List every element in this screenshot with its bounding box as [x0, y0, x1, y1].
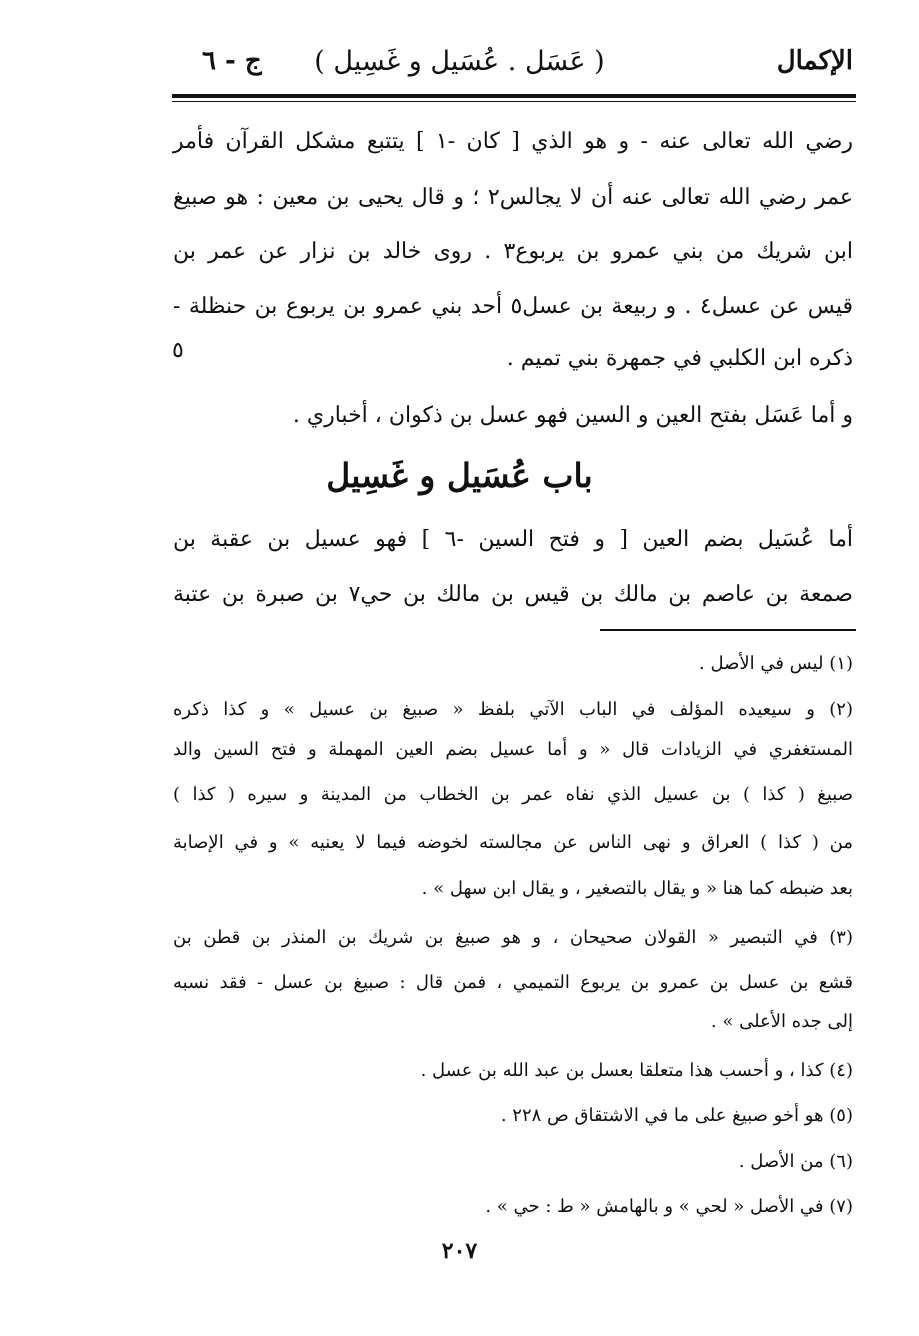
footnote-line: (٥) هو أخو صبيغ على ما في الاشتقاق ص ٢٢٨ . [500, 1105, 853, 1126]
footnote-line: (٢) و سيعيده المؤلف في الباب الآتي بلفظ « صبيغ بن عسيل » و كذا ذكره [173, 699, 853, 720]
chapter-heading: ( عَسَل . عُسَيل و غَسِيل ) [314, 46, 605, 77]
footnote-line: المستغفري في الزيادات قال « و أما عسيل بضم العين المهملة و فتح السين والد [173, 739, 854, 760]
page-number: ٢٠٧ [441, 1238, 478, 1264]
header-rule-thin [172, 101, 856, 102]
body-text-line: و أما عَسَل بفتح العين و السين فهو عسل بن ذكوان ، أخباري . [292, 403, 853, 428]
body-text-line: قيس عن عسل٤ . و ربيعة بن عسل٥ أحد بني عمرو بن يربوع بن حنظلة - [173, 294, 853, 319]
running-title: الإكمال [776, 46, 853, 76]
footnote-separator [600, 629, 856, 631]
footnote-line: (١) ليس في الأصل . [699, 653, 853, 674]
line-number-marker: ٥ [172, 338, 184, 363]
footnote-line: بعد ضبطه كما هنا « و يقال بالتصغير ، و يقال ابن سهل » . [421, 878, 853, 899]
footnote-line: (٦) من الأصل . [738, 1151, 853, 1172]
header-rule [172, 94, 856, 98]
footnote-line: من ( كذا ) العراق و نهى الناس عن مجالسته لخوضه فيما لا يعنيه » و في الإصابة [173, 832, 853, 853]
footnote-line: صبيغ ( كذا ) بن عسيل الذي نفاه عمر بن الخطاب من المدينة و سيره ( كذا ) [173, 784, 853, 805]
body-text-line: ذكره ابن الكلبي في جمهرة بني تميم . [506, 346, 853, 371]
footnote-line: (٤) كذا ، و أحسب هذا متعلقا بعسل بن عبد الله بن عسل . [420, 1060, 853, 1081]
body-text-line: صمعة بن عاصم بن مالك بن قيس بن مالك بن حي٧ بن صبرة بن عتبة [173, 582, 853, 607]
section-title: باب عُسَيل و غَسِيل [326, 456, 593, 495]
volume-number: ج - ٦ [202, 46, 262, 76]
body-text-line: رضي الله تعالى عنه - و هو الذي [ كان -١ ] يتتبع مشكل القرآن فأمر [173, 129, 854, 154]
footnote-line: قشع بن عسل بن عمرو بن يربوع التميمي ، فمن قال : صبيغ بن عسل - فقد نسبه [173, 972, 853, 993]
footnote-line: (٣) في التبصير « القولان صحيحان ، و هو صبيغ بن شريك بن المنذر بن قطن بن [173, 927, 853, 948]
footnote-line: إلى جده الأعلى » . [710, 1011, 853, 1032]
footnote-line: (٧) في الأصل « لحي » و بالهامش « ط : حي » . [485, 1196, 853, 1217]
body-text-line: أما عُسَيل بضم العين [ و فتح السين -٦ ] فهو عسيل بن عقبة بن [173, 527, 853, 552]
body-text-line: ابن شريك من بني عمرو بن يربوع٣ . روى خالد بن نزار عن عمر بن [173, 239, 853, 264]
body-text-line: عمر رضي الله تعالى عنه أن لا يجالس٢ ؛ و قال يحيى بن معين : هو صبيغ [173, 185, 854, 210]
